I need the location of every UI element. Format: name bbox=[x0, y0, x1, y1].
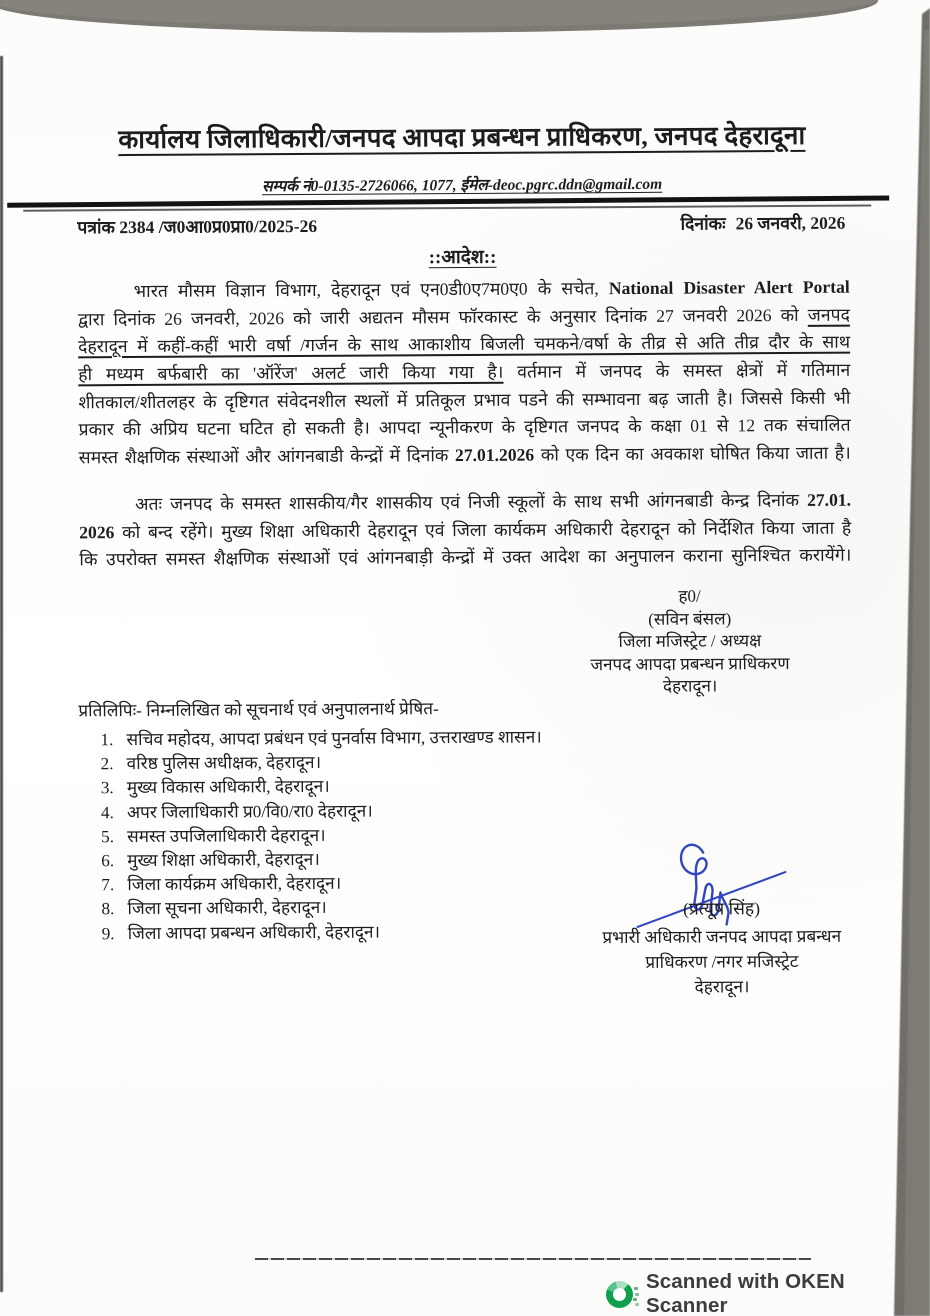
incharge-place: देहरादून। bbox=[694, 977, 750, 997]
copy-list-item bbox=[79, 774, 559, 801]
copy-list-item bbox=[79, 750, 559, 777]
paragraph-line bbox=[78, 357, 850, 389]
copy-list-item bbox=[79, 871, 559, 898]
text-segment: को एक दिन का अवकाश घोषित किया जाता है। bbox=[534, 442, 851, 465]
paragraph-line bbox=[79, 542, 851, 574]
text-segment: जनपद bbox=[807, 304, 850, 325]
copy-item-text: समस्त उपजिलाधिकारी देहरादून। bbox=[127, 825, 326, 846]
signature-block-authority bbox=[535, 585, 846, 700]
text-segment: द्वारा दिनांक 26 जनवरी, 2026 को जारी अद्यतन मौसम फॉरकास्ट के अनुसार दिनांक 27 जनवरी 2026 को bbox=[77, 304, 808, 330]
copy-item-number: 9. bbox=[101, 923, 115, 943]
copy-item-number: 7. bbox=[101, 875, 115, 895]
copy-list-item bbox=[79, 822, 559, 849]
incharge-name: (प्रत्यूष सिंह) bbox=[682, 898, 761, 919]
copy-item-number: 5. bbox=[101, 826, 115, 846]
office-title: कार्यालय जिलाधिकारी/जनपद आपदा प्रबन्धन प्राधिकरण, जनपद देहरादूना bbox=[118, 120, 806, 155]
copy-item-text: मुख्य विकास अधिकारी, देहरादून। bbox=[126, 777, 330, 798]
text-segment: शीतकाल/शीतलहर के दृष्टिगत संवेदनशील स्थलों में प्रतिकूल प्रभाव पडने की सम्भावना बढ़ जाती है। जिससे किसी भी bbox=[78, 387, 851, 413]
scanner-footer bbox=[606, 1270, 930, 1316]
copy-list-item bbox=[80, 919, 560, 946]
copy-item-text: मुख्य शिक्षा अधिकारी, देहरादून। bbox=[127, 849, 320, 871]
paragraph-line bbox=[79, 487, 851, 519]
copy-item-text: वरिष्ठ पुलिस अधीक्षक, देहरादून। bbox=[126, 753, 322, 774]
copy-item-number: 1. bbox=[100, 730, 114, 750]
incharge-designation: प्रभारी अधिकारी जनपद आपदा प्रबन्धन bbox=[602, 926, 842, 948]
copies-heading: प्रतिलिपिः- निम्नलिखित को सूचनार्थ एवं अनुपालनार्थ प्रेषित- bbox=[78, 699, 439, 721]
copy-item-text: जिला सूचना अधिकारी, देहरादून। bbox=[127, 898, 327, 919]
copy-item-number: 8. bbox=[101, 899, 115, 919]
signed-mark: ह0/ bbox=[678, 586, 701, 606]
text-segment: कि उपरोक्त समस्त शैक्षणिक संस्थाओं एवं आंगनबाड़ी केन्द्रों में उक्त आदेश का अनुपालन कराना सुनिश्चित करायेंगे। bbox=[79, 545, 852, 570]
copy-item-text: जिला आपदा प्रबन्धन अधिकारी, देहरादून। bbox=[127, 922, 381, 943]
text-segment: समस्त शैक्षणिक संस्थाओं और आंगनबाडी केन्द्रों में दिनांक bbox=[78, 445, 456, 468]
letter-number: पत्रांक 2384 /ज0आ0प्र0प्रा0/2025-26 bbox=[77, 215, 318, 238]
text-segment: National Disaster Alert Portal bbox=[608, 276, 850, 299]
date-label: दिनांकः bbox=[680, 213, 726, 234]
authority-name: (सविन बंसल) bbox=[648, 608, 732, 629]
scanner-footer-text: Scanned with OKEN Scanner bbox=[646, 1270, 845, 1316]
copy-item-number: 3. bbox=[100, 778, 114, 798]
order-heading: ::आदेश:: bbox=[428, 246, 497, 269]
copy-item-text: अपर जिलाधिकारी प्र0/वि0/रा0 देहरादून। bbox=[126, 801, 373, 822]
text-segment: 2026 bbox=[79, 521, 115, 543]
copy-item-text: सचिव महोदय, आपदा प्रबंधन एवं पुनर्वास विभाग, उत्तराखण्ड शासन। bbox=[126, 727, 542, 750]
paragraph-line bbox=[79, 440, 851, 472]
text-segment: वर्तमान में जनपद के समस्त क्षेत्रों में गतिमान bbox=[503, 359, 851, 382]
text-segment: देहरादून में कहीं-कहीं भारी वर्षा /गर्जन के साथ आकाशीय बिजली चमकने/वर्षा के तीव्र से अति तीव्र दौर के साथ bbox=[78, 332, 851, 357]
paragraph-line bbox=[78, 274, 850, 306]
text-segment: को बन्द रहेंगे। मुख्य शिक्षा अधिकारी देहरादून एवं जिला कार्यकम अधिकारी देहरादून को निर्देशित किया जाता है bbox=[114, 517, 852, 542]
copy-item-number: 2. bbox=[100, 754, 114, 774]
authority-organization: जनपद आपदा प्रबन्धन प्राधिकरण bbox=[590, 653, 790, 675]
copy-item-number: 6. bbox=[101, 851, 115, 871]
date-value: 26 जनवरी, 2026 bbox=[735, 212, 846, 234]
authority-designation: जिला मजिस्ट्रेट / अध्यक्ष bbox=[618, 631, 762, 652]
text-segment: ही मध्यम बर्फबारी का 'ऑरेंज' अलर्ट जारी किया गया है। bbox=[78, 361, 504, 385]
signature-block-incharge bbox=[556, 895, 887, 1000]
letter-meta-row bbox=[77, 211, 845, 240]
incharge-organization: प्राधिकरण /नगर मजिस्ट्रेट bbox=[645, 951, 799, 972]
text-segment: प्रकार की अप्रिय घटना घटित हो सकती है। आपदा न्यूनीकरण के दृष्टिगत जनपद के कक्षा 01 से 12 तक संचालित bbox=[78, 415, 851, 440]
contact-line: सम्पर्क नं0-0135-2726066, 1077, ईमेल-deoc.pgrc.ddn@gmail.com bbox=[261, 175, 663, 196]
copy-item-number: 4. bbox=[100, 802, 114, 822]
order-paragraph-1 bbox=[78, 274, 851, 473]
text-segment: अतः जनपद के समस्त शासकीय/गैर शासकीय एवं निजी स्कूलों के साथ सभी आंगनबाडी केन्द्र दिनांक bbox=[134, 489, 808, 515]
text-segment: 27.01. bbox=[806, 489, 852, 510]
authority-place: देहरादून। bbox=[662, 676, 718, 697]
copy-list-item bbox=[79, 798, 559, 825]
copy-list-item bbox=[78, 725, 558, 752]
text-segment: 27.01.2026 bbox=[454, 444, 535, 466]
copy-list-item bbox=[79, 895, 559, 922]
letter-date bbox=[670, 211, 845, 236]
oken-scanner-logo-icon bbox=[606, 1281, 633, 1308]
oken-ring bbox=[606, 1281, 633, 1308]
copies-section bbox=[78, 696, 559, 946]
copy-item-text: जिला कार्यक्रम अधिकारी, देहरादून। bbox=[127, 873, 342, 895]
copies-list bbox=[78, 725, 559, 946]
order-paragraph-2 bbox=[79, 487, 851, 575]
oken-dots bbox=[634, 1287, 638, 1290]
copy-list-item bbox=[79, 846, 559, 873]
text-segment: भारत मौसम विज्ञान विभाग, देहरादून एवं एन0डी0ए7म0ए0 के सचेत, bbox=[133, 278, 609, 302]
